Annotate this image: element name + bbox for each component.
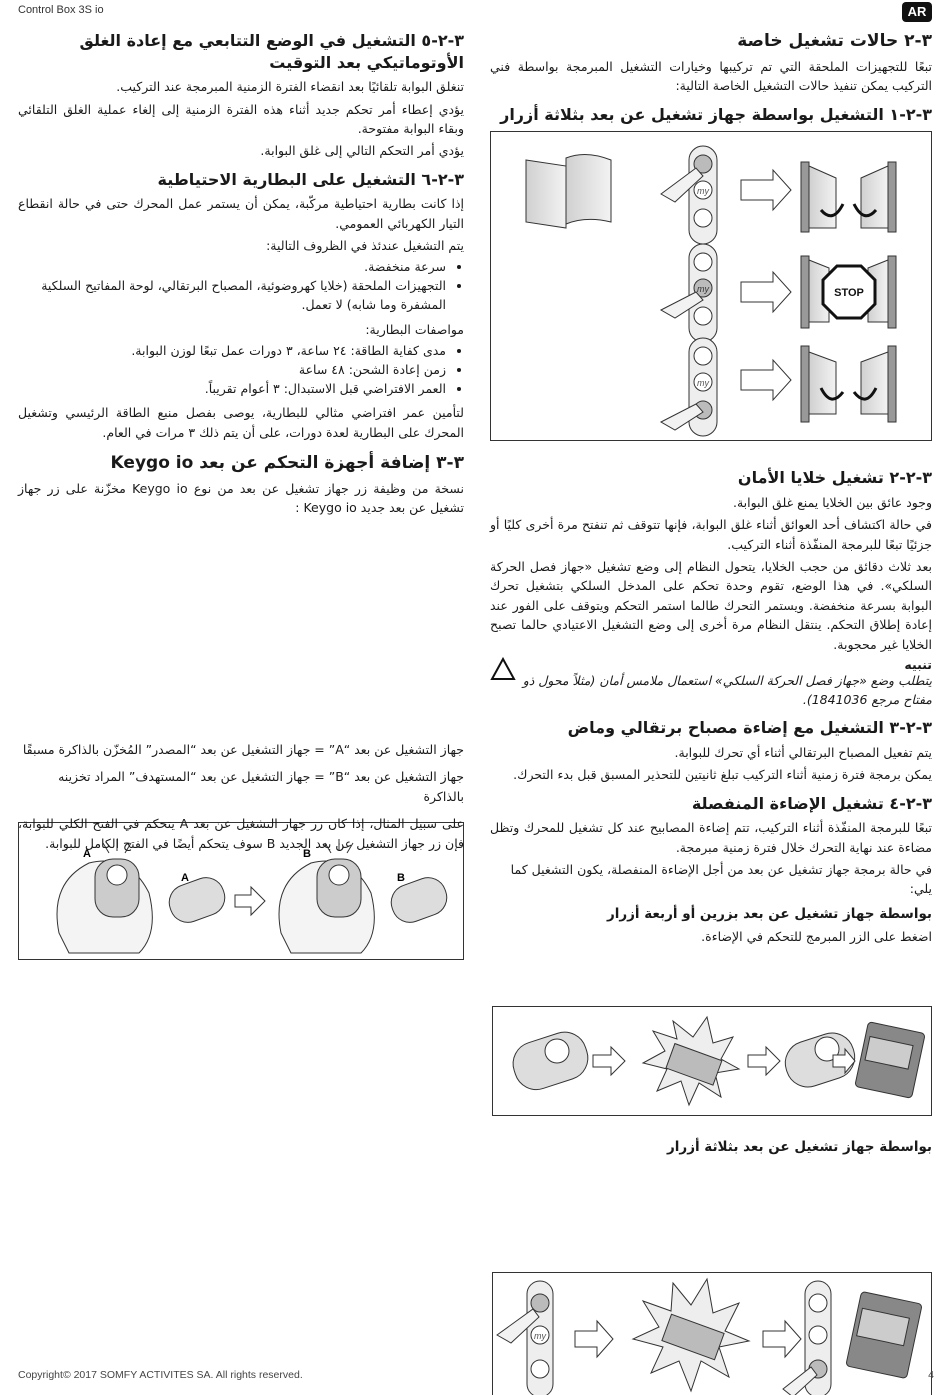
three-button-lighting-block — [490, 1136, 932, 1160]
my-button-label: my — [534, 1331, 546, 1341]
language-badge: AR — [902, 2, 932, 22]
list-item: • مدى كفاية الطاقة: ٢٤ ساعة، ٣ دورات عمل تبعًا لوزن البوابة. — [18, 342, 446, 361]
document-title: Control Box 3S io — [18, 4, 104, 16]
label-b: B — [397, 872, 405, 884]
my-button-label: my — [697, 186, 709, 197]
arrow-icon — [593, 1047, 625, 1075]
two-four-button-lighting-figure — [492, 1006, 932, 1116]
section-3-2-5-p3: يؤدي أمر التحكم التالي إلى غلق البوابة. — [260, 143, 464, 159]
operating-conditions-list — [18, 258, 464, 314]
stop-gate-icon — [801, 256, 896, 328]
section-3-2-5-p1: تنغلق البوابة تلقائيًا بعد انقضاء الفترة الزمنية المبرمجة عند التركيب. — [116, 79, 464, 95]
list-item: • العمر الافتراضي قبل الاستبدال: ٣ أعوام تقريباً. — [18, 380, 446, 399]
list-item: • التجهيزات الملحقة (خلايا كهروضوئية، المصباح البرتقالي، لوحة المفاتيح السلكية المشفرة وما شابه) لا تعمل. — [18, 277, 446, 315]
stop-label: STOP — [834, 287, 864, 300]
keygo-remote-icon — [507, 1026, 593, 1095]
warning-title: تنبيه — [904, 656, 932, 672]
section-3-2-5-p2: يؤدي إعطاء أمر تحكم جديد أثناء هذه الفترة الزمنية إلى إلغاء عملية الغلق التلقائي وبقاء البوابة مفتوحة. — [18, 101, 464, 136]
section-3-2-3-p1: يتم تفعيل المصباح البرتقالي أثناء أي تحرك للبوابة. — [674, 744, 932, 760]
warning-note — [490, 657, 932, 710]
arrow-icon — [748, 1047, 780, 1075]
section-3-3-p4: على سبيل المثال، إذا كان زر جهاز التشغيل عن بعد A يتحكم في الفتح الكلي للبوابة، فإن زر جهاز التشغيل عن بعد الجديد B سوف يتحكم أيضًا في الفتح الكامل للبوابة. — [18, 816, 464, 851]
section-3-3-title: ٣-٣ إضافة أجهزة التحكم عن بعد Keygo io — [110, 453, 464, 474]
remote-up-pressed-icon — [661, 146, 717, 244]
section-3-2-5-title: ٣-٢-٥ التشغيل في الوضع التتابعي مع إعادة الغلق الأوتوماتيكي بعد التوقيت — [79, 31, 464, 72]
remote-down-pressed-icon — [661, 338, 717, 436]
my-button-label: my — [697, 284, 709, 295]
arrow-icon — [741, 360, 791, 400]
right-column — [490, 26, 932, 949]
closed-gate-icon — [526, 155, 611, 229]
opening-gate-icon — [801, 162, 896, 232]
three-button-remote-figure — [490, 131, 932, 441]
remote-three-button-icon — [497, 1281, 553, 1395]
arrow-icon — [575, 1321, 613, 1357]
section-3-3-p1: نسخة من وظيفة زر جهاز تشغيل عن بعد من نوع Keygo io مخزّنة على زر جهاز تشغيل عن بعد جديد Keygo io : — [18, 480, 464, 516]
lamp-off-icon — [846, 1291, 922, 1378]
section-3-3-notes — [18, 740, 464, 856]
arrow-icon — [741, 170, 791, 210]
closing-gate-icon — [801, 346, 896, 422]
copyright: Copyright© 2017 SOMFY ACTIVITES SA. All rights reserved. — [18, 1369, 303, 1381]
three-button-remote-illustration — [491, 132, 931, 440]
lamp-flash-icon — [633, 1279, 749, 1391]
two-four-button-heading: بواسطة جهاز تشغيل عن بعد بزرين أو أربعة أزرار — [606, 905, 932, 922]
section-3-2-6-p3: مواصفات البطارية: — [365, 321, 464, 337]
section-3-2-6-p1: إذا كانت بطارية احتياطية مركّبة، يمكن أن يستمر عمل المحرك حتى في حالة انقطاع التيار الكهربائي العمومي. — [18, 196, 464, 231]
hands-holding-keygo-b-icon — [279, 839, 374, 953]
section-3-2-3-title: ٣-٢-٣ التشغيل مع إضاءة مصباح برتقالي وماض — [567, 718, 932, 738]
section-3-2-1-title: ٣-٢-١ التشغيل بواسطة جهاز تشغيل عن بعد بثلاثة أزرار — [500, 104, 932, 124]
section-3-2-6-p2: يتم التشغيل عندئذ في الظروف التالية: — [266, 238, 464, 254]
section-3-2-2-p2: في حالة اكتشاف أحد العوائق أثناء غلق البوابة، فإنها تتوقف ثم تنفتح مرة أخرى كليًا أو جزئيًا تبعًا للبرمجة المنفّذة أثناء التركيب. — [490, 517, 932, 552]
hands-holding-keygo-a-icon — [57, 839, 152, 953]
section-3-2-title: ٣-٢ حالات تشغيل خاصة — [737, 31, 932, 51]
warning-triangle-icon — [490, 657, 516, 681]
lamp-flash-icon — [643, 1017, 739, 1105]
section-3-2-4-p3: اضغط على الزر المبرمج للتحكم في الإضاءة. — [701, 928, 932, 944]
section-3-3-p2: جهاز التشغيل عن بعد “A” = جهاز التشغيل عن بعد “المصدر” المُخزّن بالذاكرة مسبقًا — [22, 742, 464, 757]
three-button-lighting-figure — [492, 1272, 932, 1395]
arrow-icon — [763, 1321, 801, 1357]
list-item: • سرعة منخفضة. — [18, 258, 446, 277]
section-3-2-3-p2: يمكن برمجة فترة زمنية أثناء التركيب تبلغ ثانيتين للتحذير المسبق قبل بدء التحرك. — [513, 767, 932, 783]
label-b: B — [303, 848, 311, 860]
battery-specs-list — [18, 342, 464, 398]
warning-text: يتطلب وضع «جهاز فصل الحركة السلكي» استعمال ملامس أمان (مثلاً محول ذو مفتاح مرجع 1841036). — [522, 672, 932, 707]
page-number: 4 — [928, 1369, 934, 1381]
section-3-3-p3: جهاز التشغيل عن بعد “B” = جهاز التشغيل عن بعد “المستهدف” المراد تخزينه بالذاكرة — [58, 769, 464, 804]
list-item: • زمن إعادة الشحن: ٤٨ ساعة — [18, 361, 446, 380]
section-3-2-2-title: ٣-٢-٢ تشغيل خلايا الأمان — [737, 468, 932, 488]
label-a: A — [181, 872, 189, 884]
lamp-off-icon — [855, 1022, 925, 1099]
three-button-lighting-heading: بواسطة جهاز تشغيل عن بعد بثلاثة أزرار — [667, 1139, 932, 1155]
arrow-icon — [741, 272, 791, 312]
section-3-2-4-title: ٣-٢-٤ تشغيل الإضاءة المنفصلة — [691, 793, 932, 813]
remote-my-pressed-icon — [661, 244, 717, 342]
section-3-2-intro: تبعًا للتجهيزات الملحقة التي تم تركيبها وخيارات التشغيل المبرمجة بواسطة فني التركيب يمكن تنفيذ حالات التشغيل الخاصة التالية: — [490, 58, 932, 94]
arrow-icon — [235, 887, 265, 915]
keygo-remote-b-icon — [386, 872, 452, 927]
section-3-2-6-p4: لتأمين عمر افتراضي مثالي للبطارية، يوصى بفصل منبع الطاقة الرئيسي وتشغيل المحرك على البطارية لعدة دورات، على أن يتم ذلك ٣ مرات في العام. — [18, 405, 464, 440]
my-button-label: my — [697, 378, 709, 389]
section-3-2-4-p2: في حالة برمجة جهاز تشغيل عن بعد من أجل الإضاءة المنفصلة، يكون التشغيل كما يلي: — [510, 862, 932, 897]
section-3-2-6-title: ٣-٢-٦ التشغيل على البطارية الاحتياطية — [157, 169, 464, 189]
label-a: A — [83, 848, 91, 860]
keygo-remote-a-icon — [164, 872, 230, 927]
section-3-2-2-p3: بعد ثلاث دقائق من حجب الخلايا، يتحول النظام إلى وضع تشغيل «جهاز فصل الحركة السلكي». في هذا الوضع، تقوم وحدة تحكم على المدخل السلكي بتشغيل تحرك البوابة بسرعة منخفضة. ويستمر التحرك طالما استمر التحكم ويتوقف على الفور عند إعادة إطلاق التحكم. ينتقل النظام مرة أخرى إلى وضع التشغيل الاعتيادي حالما تصبح الخلايا غير محجوبة. — [490, 559, 932, 652]
section-3-2-2-p1: وجود عائق بين الخلايا يمنع غلق البوابة. — [732, 494, 932, 510]
left-column — [18, 26, 464, 521]
section-3-2-4-p1: تبعًا للبرمجة المنفّذة أثناء التركيب، تتم إضاءة المصابيح عند كل تشغيل للمحرك وتظل مضاءة عند نهاية التحرك خلال فترة زمنية مبرمجة. — [490, 820, 932, 855]
